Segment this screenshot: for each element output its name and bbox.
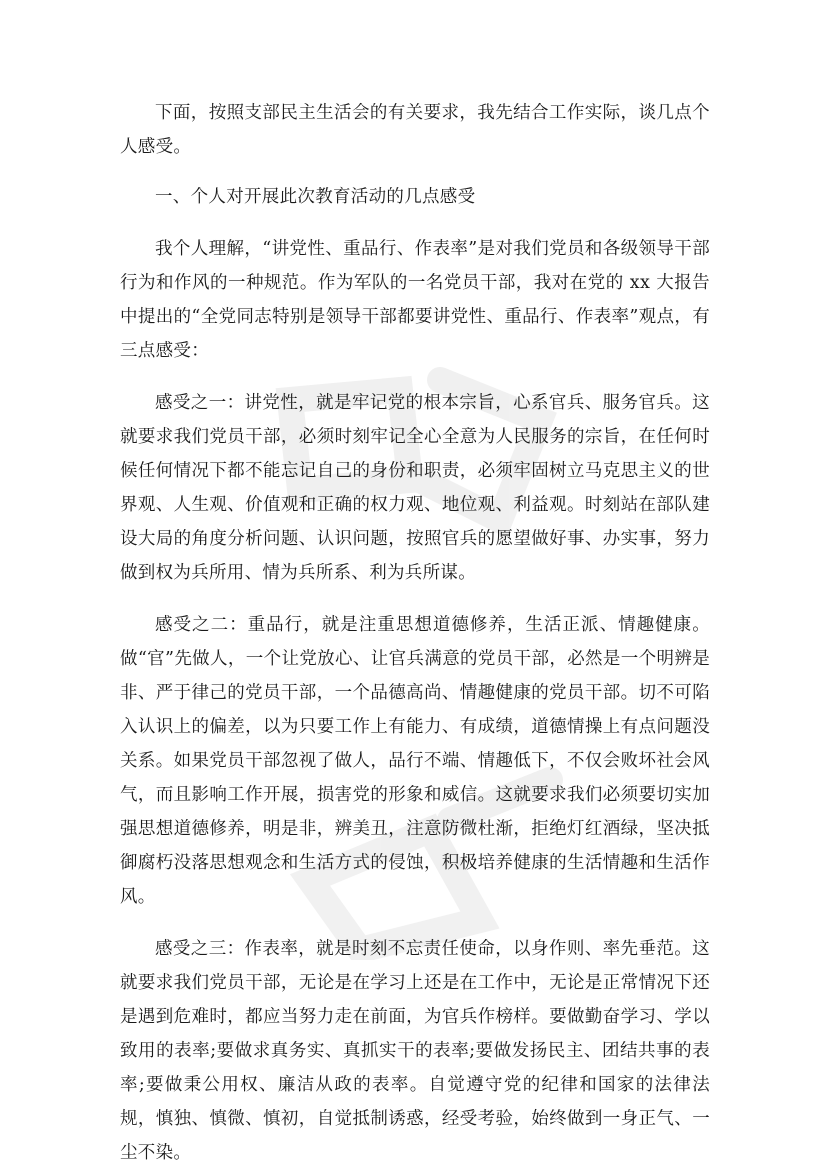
paragraph-intro: 下面，按照支部民主生活会的有关要求，我先结合工作实际，谈几点个人感受。 <box>120 103 710 157</box>
paragraph-feeling-two: 感受之二：重品行，就是注重思想道德修养，生活正派、情趣健康。做“官”先做人，一个让党放心、让官兵满意的党员干部，必然是一个明辨是非、严于律己的党员干部，一个品德高尚、情趣健康的党员干部。切不可陷入认识上的偏差，以为只要工作上有能力、有成绩，道德情操上有点问题没关系。如果党员干部忽视了做人，品行不端、情趣低下，不仅会败坏社会风气，而且影响工作开展，损害党的形象和威信。这就要求我们必须要切实加强思想道德修养，明是非，辨美丑，注意防微杜渐，拒绝灯红酒绿，坚决抵御腐朽没落思想观念和生活方式的侵蚀，积极培养健康的生活情趣和生活作风。 <box>120 615 710 907</box>
document-body <box>120 96 710 1170</box>
paragraph-feeling-one: 感受之一：讲党性，就是牢记党的根本宗旨，心系官兵、服务官兵。这就要求我们党员干部，必须时刻牢记全心全意为人民服务的宗旨，在任何时候任何情况下都不能忘记自己的身份和职责，必须牢固树立马克思主义的世界观、人生观、价值观和正确的权力观、地位观、利益观。时刻站在部队建设大局的角度分析问题、认识问题，按照官兵的愿望做好事、办实事，努力做到权为兵所用、情为兵所系、利为兵所谋。 <box>120 393 710 583</box>
paragraph-feeling-three: 感受之三：作表率，就是时刻不忘责任使命，以身作则、率先垂范。这就要求我们党员干部，无论是在学习上还是在工作中，无论是正常情况下还是遇到危难时，都应当努力走在前面，为官兵作榜样。要做勤奋学习、学以致用的表率;要做求真务实、真抓实干的表率;要做发扬民主、团结共事的表率;要做秉公用权、廉洁从政的表率。自觉遵守党的纪律和国家的法律法规，慎独、慎微、慎初，自觉抵制诱惑，经受考验，始终做到一身正气、一尘不染。 <box>120 939 710 1163</box>
section-heading: 一、个人对开展此次教育活动的几点感受 <box>155 187 476 207</box>
paragraph-understanding: 我个人理解，“讲党性、重品行、作表率”是对我们党员和各级领导干部行为和作风的一种规范。作为军队的一名党员干部，我对在党的 xx 大报告中提出的“全党同志特别是领导干部都要讲党性、重品行、作表率”观点，有三点感受： <box>120 239 710 361</box>
